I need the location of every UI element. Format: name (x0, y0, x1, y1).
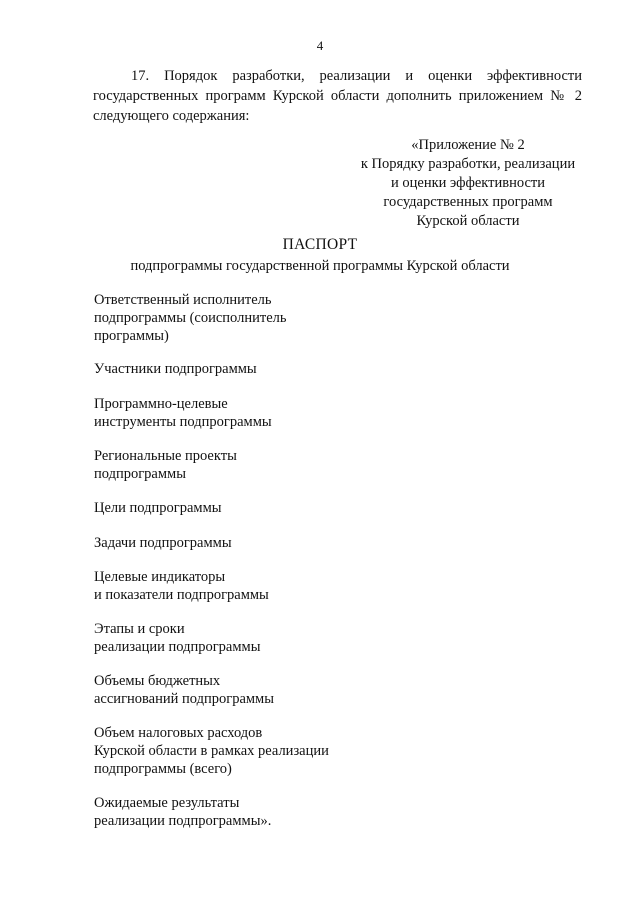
intro-line-text: 17. Порядок разработки, реализации и оценки эффективности (131, 68, 582, 84)
field-line: программы) (94, 328, 169, 344)
field-line: реализации подпрограммы». (94, 813, 272, 829)
field-line: реализации подпрограммы (94, 639, 261, 655)
field-goals (94, 499, 414, 517)
field-line: Участники подпрограммы (94, 361, 257, 377)
field-line: Целевые индикаторы (94, 569, 226, 585)
field-line: подпрограммы (всего) (94, 761, 232, 777)
field-line: Задачи подпрограммы (94, 535, 232, 551)
field-line: Программно-целевые (94, 396, 228, 412)
field-line: Ответственный исполнитель (94, 292, 272, 308)
field-line: Ожидаемые результаты (94, 795, 240, 811)
field-expected-results (94, 794, 414, 830)
intro-paragraph (93, 66, 582, 126)
field-line: ассигнований подпрограммы (94, 691, 274, 707)
field-line: инструменты подпрограммы (94, 414, 272, 430)
page-number: 4 (316, 38, 324, 53)
appendix-header (340, 136, 596, 231)
appendix-line: Курской области (416, 213, 520, 229)
field-line: подпрограммы (соисполнитель (94, 310, 287, 326)
field-line: Региональные проекты (94, 448, 237, 464)
field-program-tools (94, 395, 414, 431)
intro-line (93, 66, 582, 86)
appendix-line: и оценки эффективности (391, 175, 545, 191)
field-regional-projects (94, 447, 414, 483)
field-line: Объемы бюджетных (94, 673, 221, 689)
passport-subtitle: подпрограммы государственной программы Курской области (130, 258, 510, 274)
appendix-line: государственных программ (383, 194, 553, 210)
field-indicators (94, 568, 414, 604)
field-stages-terms (94, 620, 414, 656)
field-responsible-executor (94, 291, 414, 345)
field-line: Цели подпрограммы (94, 500, 222, 516)
field-line: и показатели подпрограммы (94, 587, 269, 603)
field-budget-allocations (94, 672, 414, 708)
intro-line: следующего содержания: (93, 108, 250, 124)
field-tax-expenditures (94, 724, 414, 778)
intro-line: государственных программ Курской области дополнить приложением № 2 (93, 88, 582, 104)
field-participants (94, 360, 414, 378)
field-line: подпрограммы (94, 466, 186, 482)
passport-title: ПАСПОРТ (282, 236, 358, 253)
appendix-line: «Приложение № 2 (411, 137, 525, 153)
field-line: Объем налоговых расходов (94, 725, 263, 741)
field-line: Этапы и сроки (94, 621, 185, 637)
field-line: Курской области в рамках реализации (94, 743, 329, 759)
appendix-line: к Порядку разработки, реализации (360, 156, 576, 172)
field-tasks (94, 534, 414, 552)
